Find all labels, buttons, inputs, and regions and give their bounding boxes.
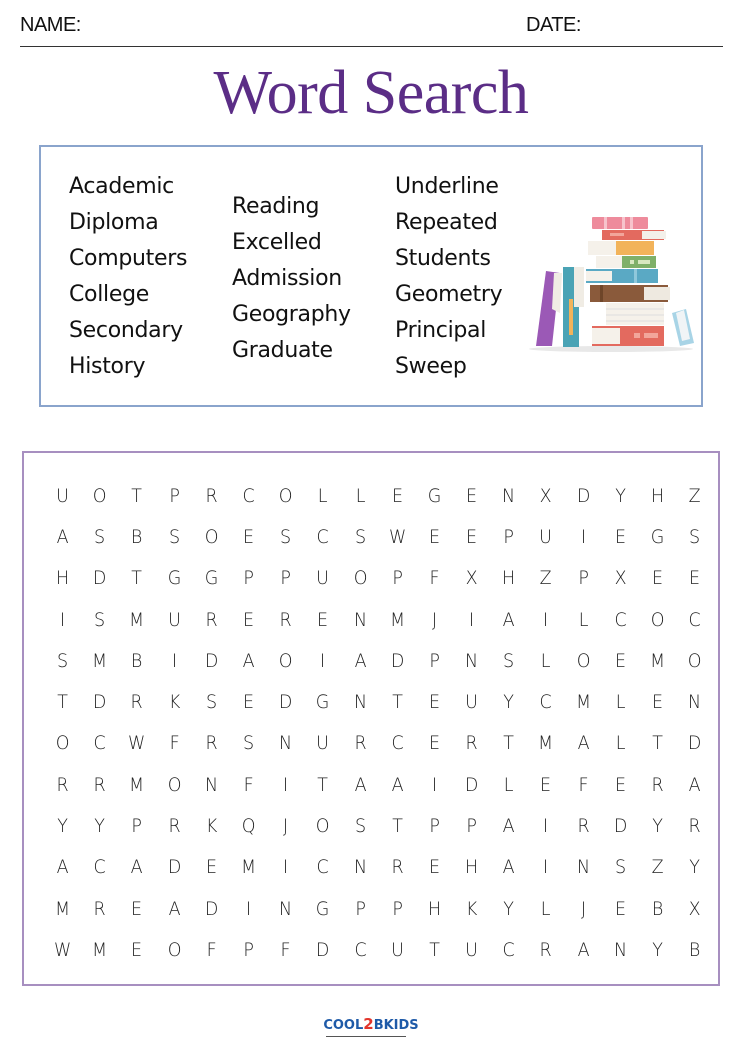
grid-letter[interactable]: O [92, 484, 107, 507]
grid-letter[interactable]: P [392, 897, 403, 920]
grid-letter[interactable]: N [576, 856, 590, 879]
grid-letter[interactable]: T [317, 773, 329, 796]
grid-letter[interactable]: N [353, 691, 367, 714]
grid-letter[interactable]: M [55, 897, 71, 920]
grid-letter[interactable]: E [242, 608, 255, 631]
grid-letter[interactable]: E [242, 691, 255, 714]
grid-letter[interactable]: T [131, 484, 143, 507]
word-item: Underline [395, 174, 499, 199]
word-item: Geography [232, 302, 351, 327]
grid-letter[interactable]: D [464, 773, 479, 796]
grid-letter[interactable]: R [205, 732, 218, 755]
grid-row [44, 929, 713, 970]
grid-letter[interactable]: Y [503, 897, 515, 920]
grid-letter[interactable]: D [167, 856, 181, 879]
grid-letter[interactable]: F [206, 938, 217, 961]
header [20, 12, 723, 47]
word-item: Admission [232, 266, 342, 291]
grid-letter[interactable]: U [390, 938, 404, 961]
grid-letter[interactable]: D [93, 567, 107, 590]
grid-letter[interactable]: N [353, 608, 367, 631]
grid-letter[interactable]: H [56, 567, 70, 590]
grid-letter[interactable]: U [316, 732, 330, 755]
grid-letter[interactable]: R [354, 732, 367, 755]
grid-letter[interactable]: O [650, 608, 665, 631]
word-column-2 [232, 189, 351, 369]
word-item: Principal [395, 318, 487, 343]
grid-letter[interactable]: C [316, 525, 330, 548]
grid-letter[interactable]: Y [615, 484, 626, 507]
grid-letter[interactable]: F [169, 732, 180, 755]
grid-letter[interactable]: N [688, 691, 702, 714]
grid-letter[interactable]: A [354, 773, 367, 796]
grid-letter[interactable]: M [538, 732, 554, 755]
grid-letter[interactable]: J [283, 815, 289, 838]
grid-letter[interactable]: O [278, 649, 293, 672]
grid-letter[interactable]: P [168, 484, 180, 507]
grid-letter[interactable]: S [614, 856, 626, 879]
grid-letter[interactable]: L [355, 484, 365, 507]
word-column-3 [395, 169, 502, 385]
grid-letter[interactable]: S [689, 525, 701, 548]
grid-letter[interactable]: I [543, 608, 549, 631]
grid-letter[interactable]: E [614, 649, 626, 672]
logo-part-2: 2 [363, 1015, 374, 1033]
grid-letter[interactable]: P [466, 815, 477, 838]
grid-letter[interactable]: U [465, 691, 479, 714]
grid-letter[interactable]: C [353, 938, 367, 961]
grid-letter[interactable]: T [57, 691, 68, 714]
grid-letter[interactable]: Z [540, 567, 553, 590]
grid-letter[interactable]: S [503, 649, 515, 672]
grid-letter[interactable]: E [614, 525, 626, 548]
grid-letter[interactable]: D [688, 732, 702, 755]
grid-letter[interactable]: Y [94, 815, 106, 838]
grid-letter[interactable]: A [391, 773, 404, 796]
grid-letter[interactable]: L [541, 897, 551, 920]
word-item: Geometry [395, 282, 503, 307]
grid-letter[interactable]: E [614, 773, 626, 796]
grid-letter[interactable]: I [543, 815, 549, 838]
grid-letter[interactable]: B [689, 938, 701, 961]
grid-letter[interactable]: C [502, 938, 515, 961]
word-item: Secondary [69, 318, 183, 343]
letter-grid-box [22, 451, 720, 986]
grid-row [44, 640, 713, 681]
grid-letter[interactable]: R [577, 815, 590, 838]
grid-letter[interactable]: U [316, 567, 330, 590]
grid-letter[interactable]: M [575, 691, 591, 714]
grid-letter[interactable]: E [428, 856, 440, 879]
grid-letter[interactable]: C [242, 484, 255, 507]
word-item: Diploma [69, 210, 159, 235]
word-list-box [39, 145, 703, 407]
grid-row [44, 516, 713, 557]
grid-letter[interactable]: P [280, 567, 291, 590]
grid-letter[interactable]: X [540, 484, 553, 507]
grid-letter[interactable]: E [652, 691, 664, 714]
grid-letter[interactable]: R [539, 938, 553, 961]
grid-letter[interactable]: C [614, 608, 627, 631]
grid-letter[interactable]: K [205, 815, 218, 838]
word-item: Students [395, 246, 491, 271]
grid-letter[interactable]: X [465, 567, 478, 590]
grid-letter[interactable]: Q [241, 815, 256, 838]
grid-letter[interactable]: H [465, 856, 479, 879]
grid-letter[interactable]: N [613, 938, 627, 961]
grid-letter[interactable]: M [92, 938, 108, 961]
grid-letter[interactable]: U [56, 484, 69, 507]
grid-letter[interactable]: M [240, 856, 257, 879]
grid-letter[interactable]: B [131, 649, 143, 672]
word-item: History [69, 354, 146, 379]
grid-letter[interactable]: B [131, 525, 143, 548]
grid-letter[interactable]: Z [688, 484, 701, 507]
grid-letter[interactable]: C [391, 732, 404, 755]
grid-letter[interactable]: L [615, 691, 626, 714]
grid-letter[interactable]: A [502, 856, 515, 879]
grid-letter[interactable]: W [53, 938, 72, 961]
grid-letter[interactable]: P [577, 567, 589, 590]
grid-letter[interactable]: R [391, 856, 404, 879]
grid-letter[interactable]: O [278, 484, 293, 507]
grid-letter[interactable]: T [503, 732, 515, 755]
grid-letter[interactable]: Y [57, 815, 68, 838]
word-item: Excelled [232, 230, 322, 255]
grid-letter[interactable]: D [204, 897, 219, 920]
grid-letter[interactable]: P [429, 815, 440, 838]
grid-letter[interactable]: G [167, 567, 181, 590]
grid-letter[interactable]: T [131, 567, 143, 590]
grid-letter[interactable]: D [204, 649, 219, 672]
date-label: DATE: [526, 14, 581, 36]
grid-letter[interactable]: O [687, 649, 702, 672]
grid-letter[interactable]: D [278, 691, 293, 714]
grid-letter[interactable]: S [94, 525, 106, 548]
grid-letter[interactable]: E [428, 691, 440, 714]
grid-letter[interactable]: N [353, 856, 367, 879]
grid-letter[interactable]: X [614, 567, 627, 590]
grid-letter[interactable]: C [93, 732, 106, 755]
grid-letter[interactable]: R [93, 897, 106, 920]
grid-letter[interactable]: Y [689, 856, 701, 879]
grid-letter[interactable]: R [651, 773, 664, 796]
grid-row [44, 681, 713, 722]
grid-letter[interactable]: O [167, 938, 182, 961]
grid-letter[interactable]: S [354, 525, 366, 548]
grid-letter[interactable]: R [130, 691, 144, 714]
grid-letter[interactable]: E [242, 525, 255, 548]
word-item: Academic [69, 174, 174, 199]
word-item: College [69, 282, 149, 307]
grid-letter[interactable]: G [316, 897, 330, 920]
word-item: Repeated [395, 210, 498, 235]
grid-letter[interactable]: O [576, 649, 591, 672]
grid-letter[interactable]: J [580, 897, 586, 920]
word-column-1 [69, 169, 187, 385]
grid-letter[interactable]: G [316, 691, 330, 714]
word-item: Sweep [395, 354, 467, 379]
grid-letter[interactable]: A [354, 649, 367, 672]
grid-letter[interactable]: R [93, 773, 106, 796]
stack-of-books-icon [526, 209, 696, 359]
grid-letter[interactable]: R [688, 815, 701, 838]
grid-row [44, 847, 713, 888]
grid-letter[interactable]: Y [652, 938, 663, 961]
grid-letter[interactable]: L [615, 732, 626, 755]
grid-letter[interactable]: N [465, 649, 479, 672]
grid-letter[interactable]: I [320, 649, 326, 672]
grid-letter[interactable]: P [429, 649, 440, 672]
grid-letter[interactable]: W [388, 525, 406, 548]
grid-letter[interactable]: E [466, 525, 478, 548]
grid-letter[interactable]: O [316, 815, 330, 838]
grid-letter[interactable]: U [539, 525, 553, 548]
grid-letter[interactable]: A [56, 856, 69, 879]
grid-row [44, 888, 713, 929]
grid-letter[interactable]: N [502, 484, 516, 507]
grid-letter[interactable]: N [204, 773, 218, 796]
grid-letter[interactable]: D [576, 484, 590, 507]
grid-letter[interactable]: O [204, 525, 219, 548]
grid-letter[interactable]: A [688, 773, 701, 796]
grid-letter[interactable]: H [427, 897, 442, 920]
grid-letter[interactable]: E [317, 608, 329, 631]
grid-letter[interactable]: E [391, 484, 403, 507]
grid-letter[interactable]: S [242, 732, 255, 755]
grid-letter[interactable]: M [92, 649, 108, 672]
grid-letter[interactable]: B [651, 897, 664, 920]
grid-letter[interactable]: E [689, 567, 701, 590]
word-item: Reading [232, 194, 320, 219]
grid-letter[interactable]: I [431, 773, 438, 796]
grid-letter[interactable]: I [171, 649, 177, 672]
grid-letter[interactable]: I [469, 608, 475, 631]
grid-letter[interactable]: T [429, 938, 440, 961]
grid-letter[interactable]: M [389, 608, 405, 631]
grid-letter[interactable]: U [167, 608, 181, 631]
grid-letter[interactable]: D [390, 649, 405, 672]
letter-grid [44, 475, 713, 971]
grid-letter[interactable]: P [131, 815, 143, 838]
grid-letter[interactable]: A [168, 897, 181, 920]
grid-letter[interactable]: K [465, 897, 478, 920]
grid-letter[interactable]: R [205, 484, 218, 507]
grid-letter[interactable]: O [353, 567, 367, 590]
grid-letter[interactable]: N [279, 897, 293, 920]
grid-letter[interactable]: P [243, 938, 254, 961]
logo-underline [326, 1034, 406, 1037]
grid-letter[interactable]: I [60, 608, 66, 631]
grid-letter[interactable]: E [428, 525, 440, 548]
grid-letter[interactable]: M [650, 649, 666, 672]
cool2bkids-logo [0, 1014, 742, 1037]
grid-letter[interactable]: Y [652, 815, 663, 838]
grid-letter[interactable]: O [167, 773, 182, 796]
name-label: NAME: [20, 14, 81, 36]
grid-letter[interactable]: P [243, 567, 254, 590]
grid-letter[interactable]: R [205, 608, 218, 631]
grid-letter[interactable]: K [168, 691, 180, 714]
grid-letter[interactable]: D [93, 691, 107, 714]
grid-letter[interactable]: R [168, 815, 181, 838]
grid-row [44, 723, 713, 764]
grid-letter[interactable]: H [502, 567, 516, 590]
grid-letter[interactable]: S [280, 525, 292, 548]
grid-letter[interactable]: C [539, 691, 553, 714]
word-item: Computers [69, 246, 188, 271]
grid-letter[interactable]: S [205, 691, 217, 714]
grid-row [44, 805, 713, 846]
grid-letter[interactable]: W [128, 732, 146, 755]
grid-letter[interactable]: D [613, 815, 628, 838]
grid-letter[interactable]: A [56, 525, 69, 548]
grid-letter[interactable]: H [651, 484, 665, 507]
grid-letter[interactable]: E [540, 773, 552, 796]
grid-letter[interactable]: T [652, 732, 663, 755]
grid-letter[interactable]: E [428, 732, 440, 755]
grid-letter[interactable]: G [427, 484, 442, 507]
grid-letter[interactable]: A [502, 815, 515, 838]
logo-text [323, 1015, 418, 1037]
grid-letter[interactable]: C [316, 856, 330, 879]
grid-letter[interactable]: R [56, 773, 69, 796]
grid-letter[interactable]: A [242, 649, 255, 672]
grid-letter[interactable]: S [57, 649, 69, 672]
grid-letter[interactable]: F [429, 567, 440, 590]
grid-letter[interactable]: A [130, 856, 143, 879]
grid-row [44, 599, 713, 640]
grid-letter[interactable]: T [391, 691, 403, 714]
grid-letter[interactable]: C [688, 608, 701, 631]
grid-letter[interactable]: L [503, 773, 514, 796]
grid-letter[interactable]: N [279, 732, 293, 755]
grid-letter[interactable]: E [466, 484, 478, 507]
grid-letter[interactable]: I [283, 773, 289, 796]
grid-letter[interactable]: S [354, 815, 366, 838]
grid-letter[interactable]: D [316, 938, 330, 961]
grid-letter[interactable]: S [94, 608, 106, 631]
grid-letter[interactable]: S [168, 525, 180, 548]
grid-letter[interactable]: E [652, 567, 664, 590]
grid-letter[interactable]: F [578, 773, 589, 796]
grid-letter[interactable]: T [391, 815, 403, 838]
grid-letter[interactable]: F [243, 773, 254, 796]
grid-letter[interactable]: F [280, 938, 291, 961]
grid-letter[interactable]: R [465, 732, 478, 755]
grid-letter[interactable]: G [650, 525, 665, 548]
logo-part-cool: COOL [323, 1018, 364, 1033]
grid-letter[interactable]: P [392, 567, 403, 590]
grid-row [44, 475, 713, 516]
grid-letter[interactable]: Y [503, 691, 515, 714]
grid-letter[interactable]: I [543, 856, 549, 879]
grid-letter[interactable]: P [503, 525, 515, 548]
grid-letter[interactable]: Z [651, 856, 664, 879]
grid-letter[interactable]: I [283, 856, 289, 879]
grid-letter[interactable]: M [129, 773, 145, 796]
grid-letter[interactable]: E [614, 897, 626, 920]
logo-part-bkids: BKIDS [373, 1018, 419, 1033]
grid-letter[interactable]: G [204, 567, 219, 590]
grid-letter[interactable]: E [131, 897, 143, 920]
grid-letter[interactable]: I [580, 525, 586, 548]
grid-letter[interactable]: C [93, 856, 106, 879]
grid-letter[interactable]: M [129, 608, 145, 631]
grid-letter[interactable]: R [279, 608, 292, 631]
grid-letter[interactable]: A [577, 938, 590, 961]
grid-letter[interactable]: L [578, 608, 589, 631]
grid-letter[interactable]: X [688, 897, 701, 920]
grid-row [44, 764, 713, 805]
grid-letter[interactable]: A [577, 732, 590, 755]
grid-letter[interactable]: L [541, 649, 551, 672]
grid-letter[interactable]: L [318, 484, 328, 507]
grid-letter[interactable]: P [354, 897, 366, 920]
grid-letter[interactable]: E [205, 856, 217, 879]
grid-letter[interactable]: I [245, 897, 252, 920]
grid-letter[interactable]: A [502, 608, 515, 631]
page-title: Word Search [213, 59, 529, 127]
word-item: Graduate [232, 338, 333, 363]
grid-letter[interactable]: E [131, 938, 143, 961]
grid-row [44, 558, 713, 599]
grid-letter[interactable]: U [465, 938, 479, 961]
grid-letter[interactable]: O [55, 732, 70, 755]
grid-letter[interactable]: J [431, 608, 438, 631]
